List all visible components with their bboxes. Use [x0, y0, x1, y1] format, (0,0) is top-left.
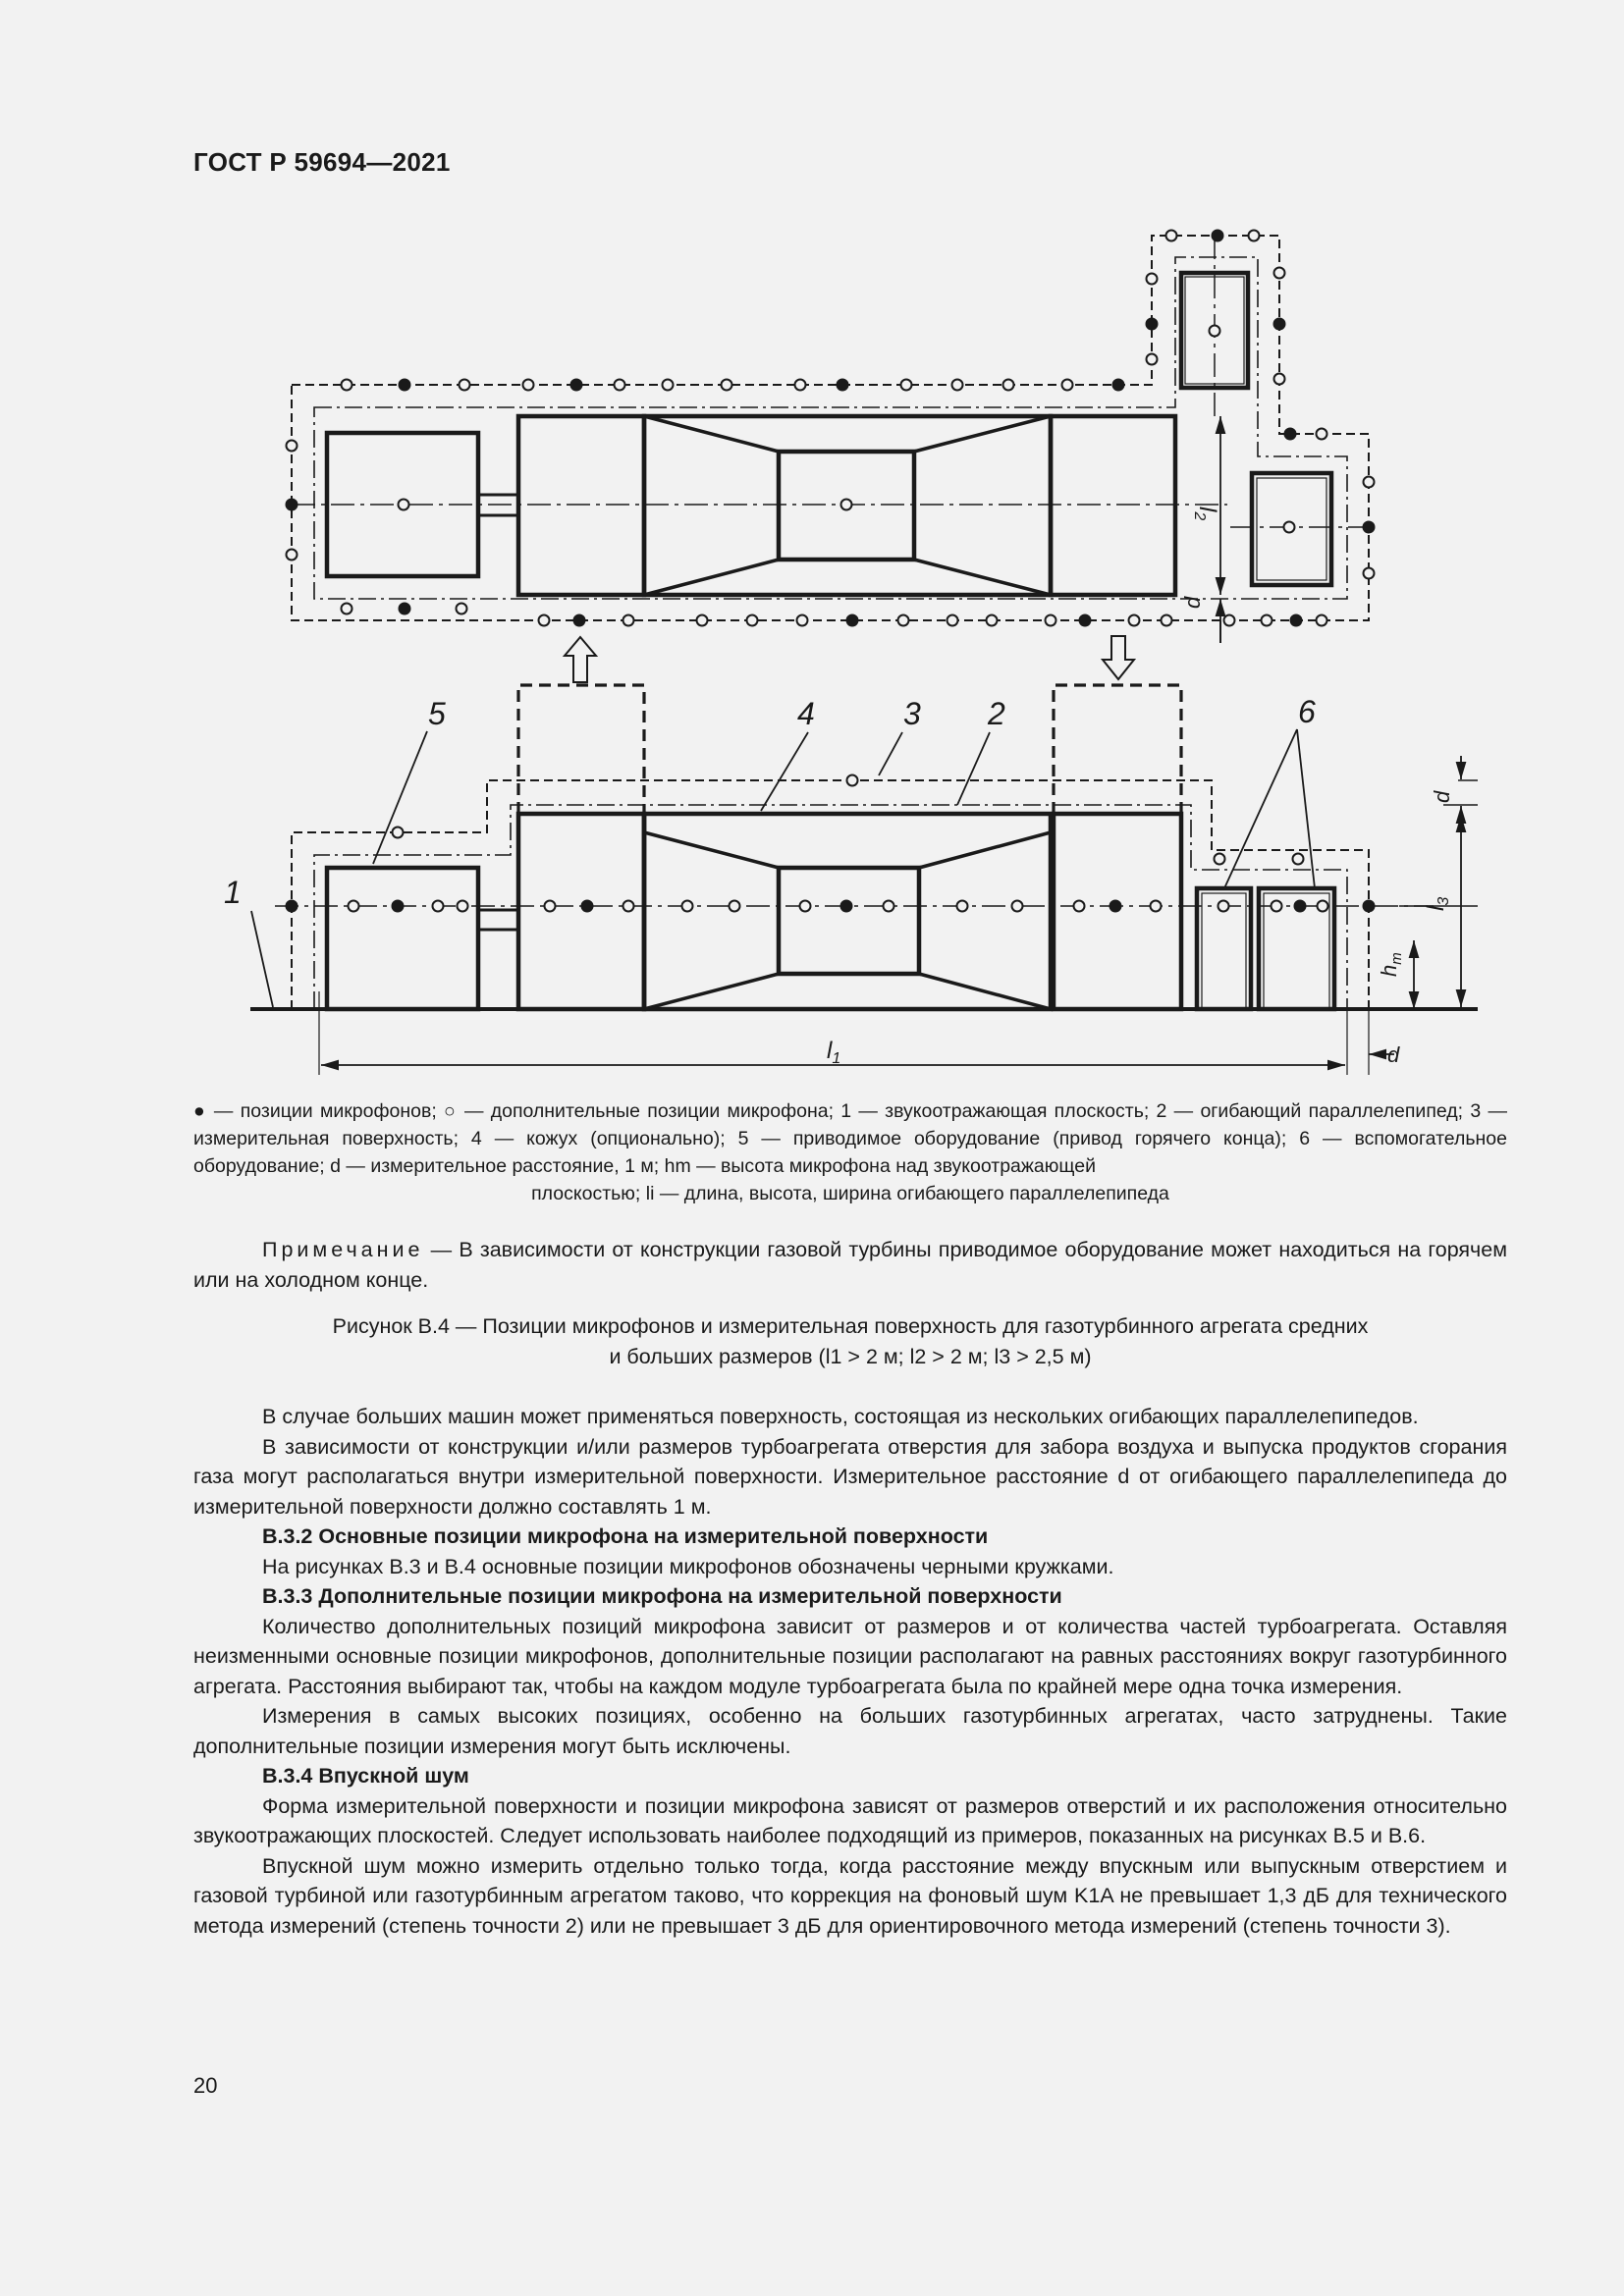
plan-measurement-surface — [292, 236, 1369, 620]
callout-3: 3 — [903, 696, 921, 731]
legend-text: ● — позиции микрофонов; ○ — дополнительные позиции микрофона; 1 — звукоотражающая плоскость; 2 — огибающий параллелепипед; 3 — измерительная поверхность; 4 — кожух (опционально); 5 — приводимое оборудование (привод горячего конца); 6 — вспомогательное оборудование; d — измерительное расстояние, 1 м; hm — высота микрофона над звукоотражающей — [193, 1100, 1507, 1177]
elev-turbine-core — [779, 868, 919, 974]
mic-additional-position — [623, 901, 634, 912]
body-text — [193, 1402, 1507, 1941]
elevation-view — [250, 685, 1478, 1075]
mic-additional-position — [1364, 477, 1375, 488]
mic-main-position — [847, 615, 858, 626]
mic-additional-position — [952, 380, 963, 391]
plan-turbine-module-right — [1051, 416, 1175, 595]
mic-additional-position — [393, 828, 404, 838]
mic-main-position — [1113, 380, 1124, 391]
arrow-down-icon — [1103, 636, 1134, 679]
callout-2: 2 — [988, 696, 1005, 731]
mic-additional-position — [1012, 901, 1023, 912]
mic-additional-position — [539, 615, 550, 626]
note-text: — В зависимости от конструкции газовой турбины приводимое оборудование может находиться на горячем или на холодном конце. — [193, 1238, 1507, 1292]
mic-additional-position — [1262, 615, 1272, 626]
dim-hm-label: $h_m$ — [1377, 952, 1405, 977]
mic-additional-position — [1284, 522, 1295, 533]
dim-d-bottom-label: d — [1387, 1042, 1400, 1067]
mic-additional-position — [1074, 901, 1085, 912]
mic-additional-position — [458, 901, 468, 912]
mic-additional-position — [1272, 901, 1282, 912]
mic-additional-position — [1218, 901, 1229, 912]
section-heading: В.3.4 Впускной шум — [262, 1764, 469, 1788]
mic-additional-position — [1249, 231, 1260, 241]
mic-additional-position — [433, 901, 444, 912]
mic-additional-position — [795, 380, 806, 391]
figure-note — [193, 1235, 1507, 1295]
paragraph: Впускной шум можно измерить отдельно только тогда, когда расстояние между впускным или выпускным отверстием и газовой турбиной или газотурбинным агрегатом таково, что коррекция на фоновый шум K1A не превышает 1,3 дБ для технического метода измерений (степень точности 2) или не превышает 3 дБ для ориентировочного метода измерений (степень точности 3). — [193, 1853, 1507, 1938]
dim-l3-label: $l_3$ — [1423, 896, 1452, 911]
mic-additional-position — [287, 550, 298, 561]
figure-b4 — [0, 0, 1624, 1090]
mic-main-position — [574, 615, 585, 626]
mic-additional-position — [901, 380, 912, 391]
figure-legend — [193, 1097, 1507, 1207]
mic-main-position — [400, 380, 410, 391]
callout-6: 6 — [1298, 694, 1316, 729]
duct-right — [1054, 685, 1181, 814]
mic-additional-position — [399, 500, 409, 510]
mic-main-position — [1295, 901, 1306, 912]
mic-additional-position — [957, 901, 968, 912]
mic-additional-position — [1151, 901, 1162, 912]
mic-additional-position — [287, 441, 298, 452]
paragraph: Форма измерительной поверхности и позиции микрофона зависят от размеров отверстий и их расположения относительно звукоотражающих плоскостей. Следует использовать наиболее подходящий из примеров, показанных на рисунках В.5 и В.6. — [193, 1793, 1507, 1847]
mic-main-position — [1147, 319, 1158, 330]
section-heading: В.3.3 Дополнительные позиции микрофона на измерительной поверхности — [262, 1584, 1062, 1608]
dim-l1-label: $l_1$ — [827, 1038, 841, 1067]
mic-additional-position — [1147, 354, 1158, 365]
mic-main-position — [841, 901, 852, 912]
mic-additional-position — [1318, 901, 1328, 912]
mic-main-position — [1274, 319, 1285, 330]
paragraph: В случае больших машин может применяться поверхность, состоящая из нескольких огибающих параллелепипедов. — [262, 1405, 1419, 1428]
mic-additional-position — [1224, 615, 1235, 626]
elev-driven-equipment — [327, 868, 478, 1009]
note-label: Примечание — [262, 1238, 424, 1261]
mic-additional-position — [1317, 615, 1327, 626]
plan-microphone-positions — [287, 231, 1375, 626]
mic-main-position — [1364, 901, 1375, 912]
mic-additional-position — [342, 380, 352, 391]
mic-additional-position — [697, 615, 708, 626]
mic-additional-position — [615, 380, 625, 391]
mic-additional-position — [1147, 274, 1158, 285]
plan-envelope — [314, 257, 1347, 599]
mic-additional-position — [841, 500, 852, 510]
mic-additional-position — [623, 615, 634, 626]
callout-5: 5 — [428, 696, 446, 731]
mic-additional-position — [342, 604, 352, 614]
mic-additional-position — [1317, 429, 1327, 440]
mic-additional-position — [847, 775, 858, 786]
mic-additional-position — [1293, 854, 1304, 865]
mic-additional-position — [947, 615, 958, 626]
mic-main-position — [287, 901, 298, 912]
mic-main-position — [1110, 901, 1121, 912]
mic-additional-position — [460, 380, 470, 391]
mic-main-position — [287, 500, 298, 510]
document-header: ГОСТ Р 59694—2021 — [193, 147, 451, 177]
legend-text-last: плоскостью; li — длина, высота, ширина огибающего параллелепипеда — [531, 1183, 1169, 1204]
paragraph: Измерения в самых высоких позициях, особенно на больших газотурбинных агрегатах, часто затруднены. Такие дополнительные позиции измерения могут быть исключены. — [193, 1704, 1507, 1758]
mic-additional-position — [722, 380, 732, 391]
mic-additional-position — [1166, 231, 1177, 241]
callout-4: 4 — [797, 696, 815, 731]
paragraph: В зависимости от конструкции и/или размеров турбоагрегата отверстия для забора воздуха и выпуска продуктов сгорания газа могут располагаться внутри измерительной поверхности. Измерительное расстояние d от огибающего параллелепипеда до измерительной поверхности должно составлять 1 м. — [193, 1434, 1507, 1519]
mic-additional-position — [1046, 615, 1056, 626]
mic-additional-position — [730, 901, 740, 912]
mic-main-position — [582, 901, 593, 912]
mic-additional-position — [682, 901, 693, 912]
mic-additional-position — [898, 615, 909, 626]
section-heading: В.3.2 Основные позиции микрофона на измерительной поверхности — [262, 1524, 989, 1548]
mic-main-position — [1285, 429, 1296, 440]
mic-additional-position — [797, 615, 808, 626]
mic-main-position — [400, 604, 410, 614]
mic-additional-position — [1129, 615, 1140, 626]
mic-additional-position — [747, 615, 758, 626]
dim-l2-label: $l_2$ — [1191, 507, 1220, 521]
caption-line-1: Рисунок В.4 — Позиции микрофонов и измерительная поверхность для газотурбинного агрегата средних — [332, 1314, 1369, 1338]
mic-additional-position — [1274, 268, 1285, 279]
arrow-up-icon — [565, 637, 596, 682]
dim-d-plan-label: d — [1180, 596, 1205, 609]
mic-main-position — [571, 380, 582, 391]
mic-additional-position — [545, 901, 556, 912]
mic-additional-position — [1364, 568, 1375, 579]
mic-main-position — [1364, 522, 1375, 533]
dim-d-elev-label: d — [1430, 790, 1454, 803]
elev-envelope — [314, 805, 1347, 1009]
mic-additional-position — [663, 380, 674, 391]
paragraph: Количество дополнительных позиций микрофона зависит от размеров и от количества частей турбоагрегата. Оставляя неизменными основные позиции микрофонов, дополнительные позиции располагают на равных расстояниях вокруг газотурбинного агрегата. Расстояния выбирают так, чтобы на каждом модуле турбоагрегата была по крайней мере одна точка измерения. — [193, 1614, 1507, 1698]
mic-additional-position — [800, 901, 811, 912]
callout-1: 1 — [224, 875, 242, 910]
duct-left — [518, 685, 644, 814]
mic-main-position — [1291, 615, 1302, 626]
plan-view — [292, 236, 1370, 682]
plan-turbine-module-left — [518, 416, 644, 595]
mic-additional-position — [1062, 380, 1073, 391]
figure-caption — [193, 1311, 1507, 1371]
mic-additional-position — [1274, 374, 1285, 385]
paragraph: На рисунках В.3 и В.4 основные позиции микрофонов обозначены черными кружками. — [262, 1554, 1114, 1578]
mic-main-position — [1080, 615, 1091, 626]
mic-additional-position — [1210, 326, 1220, 337]
caption-line-2: и больших размеров (l1 > 2 м; l2 > 2 м; l3 > 2,5 м) — [609, 1344, 1092, 1368]
mic-additional-position — [1215, 854, 1225, 865]
mic-additional-position — [884, 901, 894, 912]
mic-additional-position — [457, 604, 467, 614]
mic-additional-position — [1162, 615, 1172, 626]
mic-main-position — [1213, 231, 1223, 241]
mic-additional-position — [349, 901, 359, 912]
mic-additional-position — [1003, 380, 1014, 391]
mic-main-position — [393, 901, 404, 912]
mic-additional-position — [987, 615, 998, 626]
page-number: 20 — [193, 2073, 218, 2098]
mic-main-position — [838, 380, 848, 391]
mic-additional-position — [523, 380, 534, 391]
